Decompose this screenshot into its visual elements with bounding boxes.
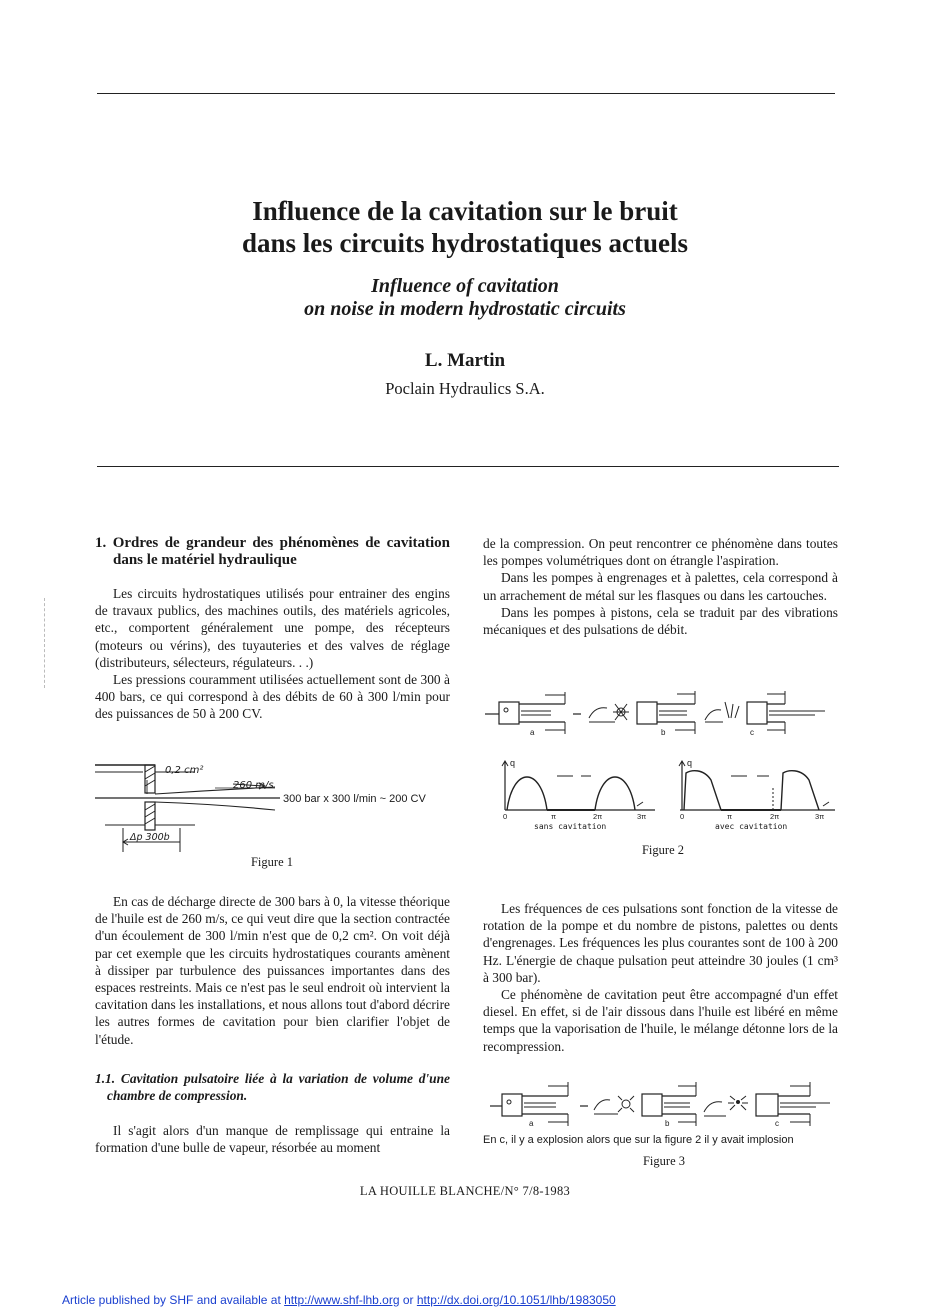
- author-name: L. Martin: [424, 350, 506, 371]
- author-block: [0, 350, 930, 400]
- section1-paragraph-1: Les circuits hydrostatiques utilisés pour entrainer des engins de travaux publics, des machines outils, des matériels agricoles, etc., comportent généralement une pompe, des récepteurs (moteurs ou vérins), des tuyauteries et des valves de réglage (distributeurs, sélecteurs, régulateurs. . .): [95, 586, 450, 670]
- section11-heading: 1.1. Cavitation pulsatoire liée à la variation de volume d'une chambre de compression.: [95, 1070, 450, 1103]
- figure-2-label-b: b: [661, 728, 666, 737]
- figure-2-label-c: c: [750, 728, 754, 737]
- figure-2-tick-2pi-right: 2π: [770, 812, 780, 821]
- figure-1-area-label: 0,2 cm²: [165, 765, 204, 776]
- figure-3-note: En c, il y a explosion alors que sur la figure 2 il y avait implosion: [483, 1134, 794, 1146]
- footer-link-shf[interactable]: http://www.shf-lhb.org: [284, 1293, 400, 1307]
- figure-2-axis-q-right: q: [687, 758, 693, 768]
- figure-2-schematics: [485, 690, 835, 740]
- figure-1-diagram: [95, 760, 465, 860]
- header-rule: [97, 466, 839, 467]
- figure-2-label-avec-cavitation: avec cavitation: [715, 822, 788, 831]
- figure-2-tick-0-right: 0: [680, 812, 685, 821]
- section11-paragraph-1: Il s'agit alors d'un manque de remplissage qui entraine la formation d'une bulle de vapeur, résorbée au moment: [95, 1122, 450, 1156]
- figure-2-tick-3pi-right: 3π: [815, 812, 825, 821]
- figure-2-tick-3pi-left: 3π: [637, 812, 647, 821]
- section1-paragraph-3: En cas de décharge directe de 300 bars à 0, la vitesse théorique de l'huile est de 260 m/s, ce qui veut dire que la section contractée d'un écoulement de 300 l/min n'est que de 0,2 cm². On voit déjà par cet exemple que les circuits hydrostatiques courants amènent à dissiper par turbulence des puissances importantes dans des espaces restreints. Mais ce n'est pas le seul endroit où intervient la cavitation dans les installations, et nous allons tout d'abord décrire les autres formes de cavitation pour bien clarifier l'objet de l'étude.: [95, 894, 450, 1047]
- subtitle-line-1: Influence of cavitation: [371, 275, 559, 297]
- figure-2-label-sans-cavitation: sans cavitation: [534, 822, 607, 831]
- right-paragraph-3: Dans les pompes à pistons, cela se traduit par des vibrations mécaniques et des pulsations de débit.: [483, 604, 838, 638]
- footer-link-doi[interactable]: http://dx.doi.org/10.1051/lhb/1983050: [416, 1293, 616, 1307]
- title-line-1: Influence de la cavitation sur le bruit: [252, 196, 678, 226]
- figure-3-label-b: b: [665, 1119, 670, 1128]
- figure-2-tick-pi-left: π: [551, 812, 557, 821]
- top-rule: [97, 93, 835, 94]
- right-column-top: [483, 535, 838, 638]
- footer-middle: or: [399, 1293, 417, 1307]
- right-column-bottom: [483, 900, 838, 1055]
- right-paragraph-5: Ce phénomène de cavitation peut être accompagné d'un effet diesel. En effet, si de l'air dissous dans l'huile est libéré en même temps que la vaporisation de l'huile, le mélange détonne lors de la recompression.: [483, 987, 838, 1054]
- page-title: [0, 195, 930, 259]
- figure-1-dp-label: Δp 300b: [130, 832, 170, 843]
- right-paragraph-1: de la compression. On peut rencontrer ce phénomène dans toutes les pompes volumétriques dont on étrangle l'aspiration.: [483, 536, 838, 569]
- figure-1-caption: Figure 1: [250, 855, 293, 869]
- section1-heading: 1. Ordres de grandeur des phénomènes de cavitation dans le matériel hydraulique: [95, 535, 450, 568]
- left-column-bottom: [95, 893, 450, 1156]
- right-paragraph-4: Les fréquences de ces pulsations sont fonction de la vitesse de rotation de la pompe et du nombre de pistons, palettes ou dents d'engrenages. Les fréquences les plus courantes sont de 100 à 200 Hz. L'énergie de chaque pulsation peut atteindre 30 joules (1 cm³ à 300 bar).: [483, 901, 838, 985]
- figure-1-speed-label: 260 m/s: [233, 780, 274, 791]
- journal-reference: LA HOUILLE BLANCHE/N° 7/8-1983: [359, 1184, 571, 1198]
- figure-2-tick-2pi-left: 2π: [593, 812, 603, 821]
- figure-2-caption: Figure 2: [641, 843, 684, 857]
- margin-marks: [44, 598, 47, 688]
- figure-2-tick-0-left: 0: [503, 812, 508, 821]
- figure-2-axis-q-left: q: [510, 758, 516, 768]
- figure-2-flow-graphs: [485, 758, 840, 818]
- figure-2-tick-pi-right: π: [727, 812, 733, 821]
- figure-3-label-a: a: [529, 1119, 534, 1128]
- figure-3-label-c: c: [775, 1119, 779, 1128]
- figure-2-label-a: a: [530, 728, 535, 737]
- footer-prefix: Article published by SHF and available at: [62, 1293, 285, 1307]
- title-line-2: dans les circuits hydrostatiques actuels: [241, 228, 689, 258]
- section1-paragraph-2: Les pressions couramment utilisées actuellement sont de 300 à 400 bars, ce qui correspond à des débits de 60 à 300 l/min pour des puissances de 50 à 200 CV.: [95, 672, 450, 722]
- footer-citation: [62, 1293, 616, 1307]
- right-paragraph-2: Dans les pompes à engrenages et à palettes, cela correspond à un arrachement de métal sur les flasques ou dans les cartouches.: [483, 570, 838, 603]
- page-subtitle: [0, 275, 930, 321]
- figure-3-caption: Figure 3: [642, 1154, 685, 1168]
- subtitle-line-2: on noise in modern hydrostatic circuits: [304, 298, 626, 320]
- figure-3-schematics: [490, 1080, 835, 1130]
- left-column-top: [95, 535, 450, 723]
- author-affiliation: Poclain Hydraulics S.A.: [385, 379, 545, 398]
- figure-1-formula: 300 bar x 300 l/min ~ 200 CV: [283, 793, 426, 805]
